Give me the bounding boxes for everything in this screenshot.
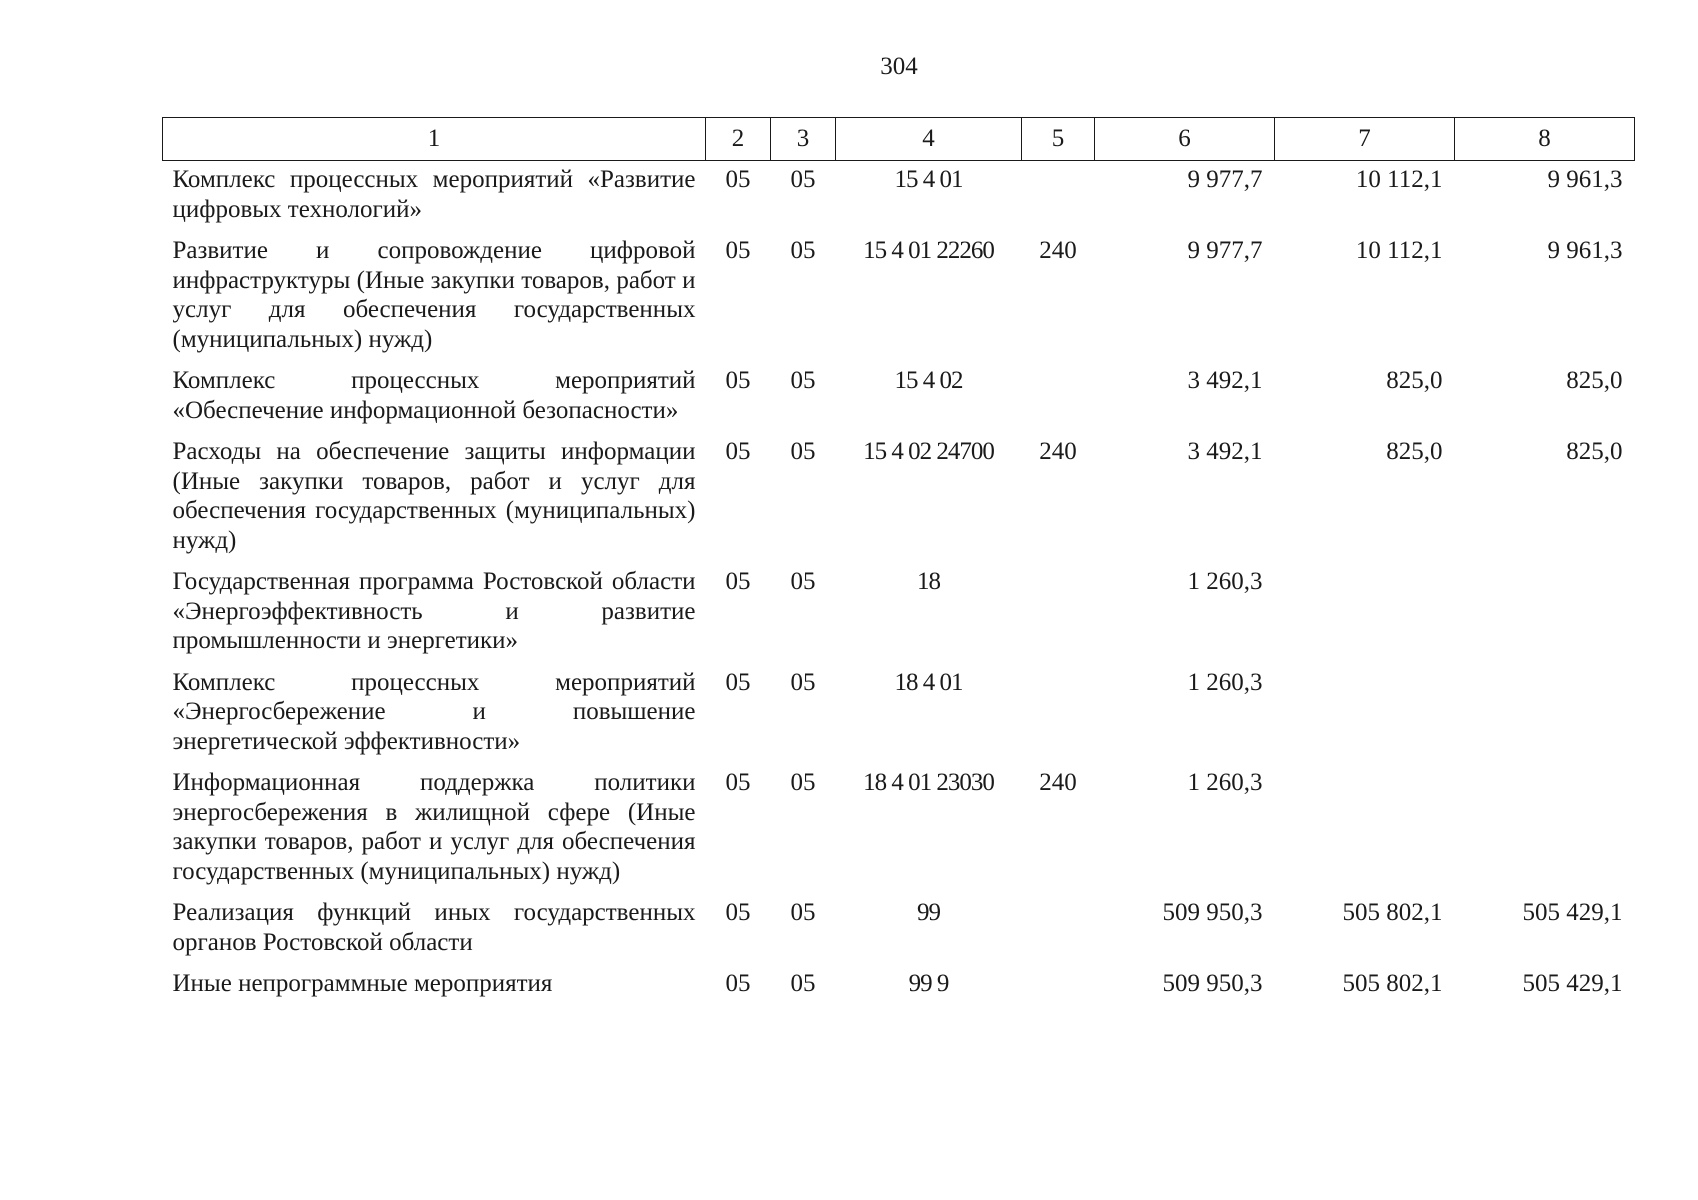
row-section: 05	[725, 367, 751, 394]
table-row	[163, 567, 1635, 668]
row-section: 05	[725, 970, 751, 997]
row-amount-1: 509 950,3	[1162, 970, 1263, 997]
row-subsection: 05	[790, 438, 816, 465]
row-amount-2: 10 112,1	[1355, 166, 1443, 193]
row-section: 05	[725, 166, 751, 193]
row-subsection: 05	[790, 237, 816, 264]
row-name: Комплекс процессных мероприятий «Энергосбережение и повышение энергетической эффективности»	[172, 668, 696, 755]
header-col-7: 7	[1275, 118, 1455, 161]
row-expense-type	[1022, 898, 1095, 969]
row-amount-1: 1 260,3	[1187, 668, 1263, 696]
row-name: Реализация функций иных государственных органов Ростовской области	[172, 899, 696, 956]
row-amount-3: 9 961,3	[1547, 166, 1623, 193]
row-section: 05	[725, 668, 751, 696]
row-target-article: 15 4 02	[894, 367, 963, 394]
row-section: 05	[725, 237, 751, 264]
row-target-article: 15 4 01	[894, 166, 963, 193]
row-expense-type	[1022, 567, 1095, 668]
header-col-1: 1	[163, 118, 706, 161]
row-amount-2: 825,0	[1386, 367, 1443, 394]
row-subsection: 05	[790, 769, 816, 796]
row-section: 05	[725, 568, 751, 595]
row-target-article: 99	[917, 899, 940, 926]
row-section: 05	[725, 899, 751, 926]
row-amount-1: 1 260,3	[1187, 769, 1263, 796]
row-amount-2	[1275, 768, 1455, 898]
row-name: Расходы на обеспечение защиты информации (Иные закупки товаров, работ и услуг для обеспечения государственных (муниципальных) нужд)	[172, 438, 696, 554]
row-subsection: 05	[790, 568, 816, 595]
row-name: Комплекс процессных мероприятий «Развитие цифровых технологий»	[172, 166, 696, 223]
row-expense-type	[1022, 668, 1095, 769]
row-amount-1: 3 492,1	[1187, 438, 1263, 465]
table-row	[163, 668, 1635, 769]
row-expense-type	[1022, 366, 1095, 437]
row-amount-1: 9 977,7	[1187, 166, 1263, 193]
row-amount-1: 9 977,7	[1187, 237, 1263, 264]
row-target-article: 15 4 01 22260	[863, 237, 994, 264]
row-amount-2: 505 802,1	[1342, 970, 1443, 997]
header-col-5: 5	[1022, 118, 1095, 161]
table-row	[163, 768, 1635, 898]
header-col-4: 4	[836, 118, 1022, 161]
header-col-6: 6	[1095, 118, 1275, 161]
row-amount-3	[1455, 768, 1635, 898]
table-row	[163, 969, 1635, 1011]
row-name: Информационная поддержка политики энергосбережения в жилищной сфере (Иные закупки товаров, работ и услуг для обеспечения государственных (муниципальных) нужд)	[172, 769, 696, 885]
row-name: Государственная программа Ростовской области «Энергоэффективность и развитие промышленности и энергетики»	[172, 568, 696, 654]
header-col-2: 2	[706, 118, 771, 161]
table-row	[163, 898, 1635, 969]
table-row	[163, 437, 1635, 567]
table-row	[163, 161, 1635, 237]
header-col-8: 8	[1455, 118, 1635, 161]
row-name: Комплекс процессных мероприятий «Обеспечение информационной безопасности»	[172, 367, 696, 424]
row-amount-2	[1275, 567, 1455, 668]
row-subsection: 05	[790, 899, 816, 926]
row-expense-type	[1022, 969, 1095, 1011]
row-subsection: 05	[790, 166, 816, 193]
row-expense-type: 240	[1039, 769, 1077, 796]
row-amount-1: 3 492,1	[1187, 367, 1263, 394]
row-amount-2: 505 802,1	[1342, 899, 1443, 926]
row-amount-2	[1275, 668, 1455, 769]
budget-table	[162, 117, 1635, 1011]
budget-table-container	[162, 117, 1634, 1011]
table-row	[163, 366, 1635, 437]
row-amount-3: 825,0	[1566, 367, 1623, 394]
row-subsection: 05	[790, 970, 816, 997]
row-target-article: 15 4 02 24700	[863, 438, 994, 465]
header-col-3: 3	[771, 118, 836, 161]
row-amount-3: 9 961,3	[1547, 237, 1623, 264]
table-header-row	[163, 118, 1635, 161]
row-amount-3: 505 429,1	[1522, 970, 1623, 997]
row-amount-1: 1 260,3	[1187, 568, 1263, 595]
row-target-article: 18 4 01 23030	[863, 769, 994, 796]
row-subsection: 05	[790, 668, 816, 696]
row-expense-type: 240	[1039, 237, 1077, 264]
row-expense-type	[1022, 161, 1095, 237]
row-amount-2: 825,0	[1386, 438, 1443, 465]
row-target-article: 18 4 01	[894, 668, 963, 696]
row-amount-3	[1455, 668, 1635, 769]
row-amount-3: 825,0	[1566, 438, 1623, 465]
row-expense-type: 240	[1039, 438, 1077, 465]
row-section: 05	[725, 769, 751, 796]
row-name: Развитие и сопровождение цифровой инфраструктуры (Иные закупки товаров, работ и услуг для обеспечения государственных (муниципальных) нужд)	[172, 237, 696, 353]
row-amount-3: 505 429,1	[1522, 899, 1623, 926]
row-target-article: 99 9	[908, 970, 949, 997]
row-amount-3	[1455, 567, 1635, 668]
row-target-article: 18	[917, 568, 940, 595]
row-section: 05	[725, 438, 751, 465]
row-name: Иные непрограммные мероприятия	[172, 970, 553, 997]
page-number: 304	[880, 53, 918, 80]
table-row	[163, 236, 1635, 366]
row-amount-2: 10 112,1	[1355, 237, 1443, 264]
row-amount-1: 509 950,3	[1162, 899, 1263, 926]
row-subsection: 05	[790, 367, 816, 394]
